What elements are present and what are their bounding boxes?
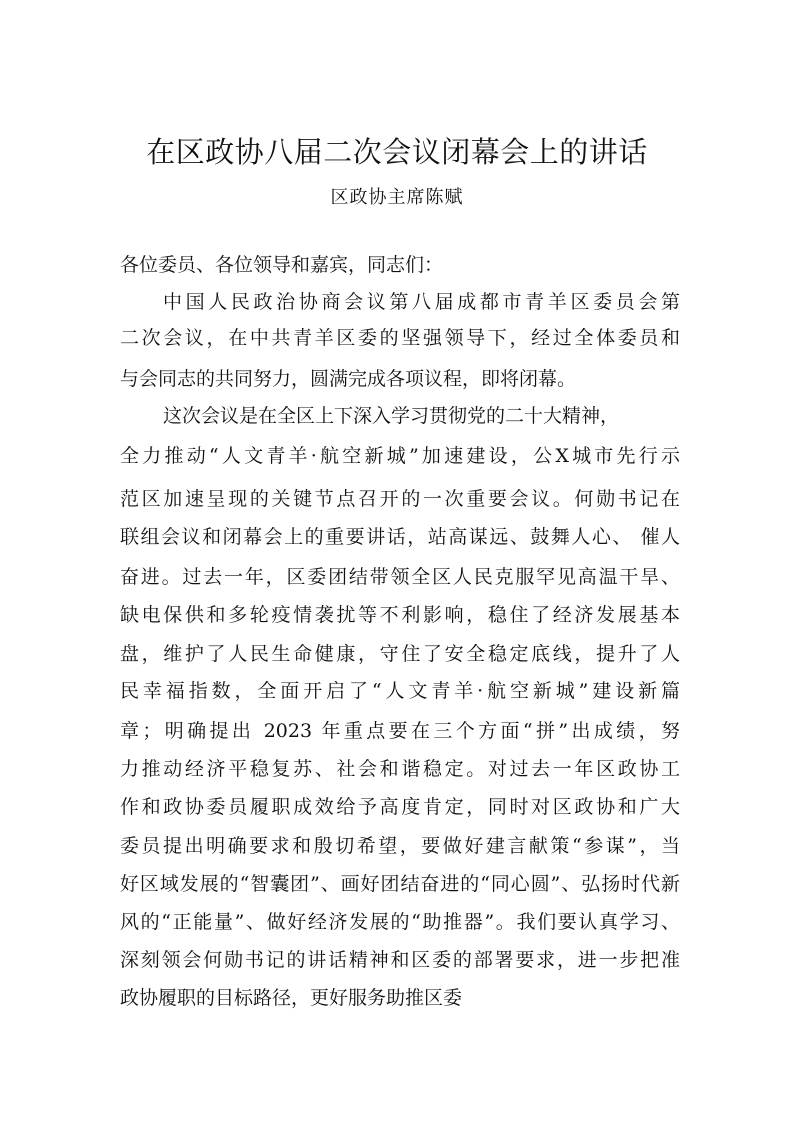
- salutation-line: 各位委员、各位领导和嘉宾，同志们：: [120, 254, 444, 276]
- body-line: 政协履职的目标路径，更好服务助推区委: [120, 987, 463, 1009]
- body-line: 作和政协委员履职成效给予高度肯定，同时对区政协和广大: [120, 796, 680, 818]
- body-line: 深刻领会何勋书记的讲话精神和区委的部署要求，进一步把准: [120, 949, 680, 971]
- body-line: 盘，维护了人民生命健康，守住了安全稳定底线，提升了人: [120, 643, 680, 665]
- body-line: 章；明确提出 2023 年重点要在三个方面“拼”出成绩，努: [120, 720, 680, 742]
- body-line: 好区域发展的“智囊团”、画好团结奋进的“同心圆”、弘扬时代新: [120, 873, 680, 895]
- body-line: 二次会议，在中共青羊区委的坚强领导下，经过全体委员和: [120, 327, 680, 349]
- body-line: 联组会议和闭幕会上的重要讲话，站高谋远、鼓舞人心、 催人: [120, 526, 680, 548]
- document-author: 区政协主席陈赋: [330, 187, 464, 208]
- body-line: 与会同志的共同努力，圆满完成各项议程，即将闭幕。: [120, 368, 577, 390]
- body-line: 风的“正能量”、做好经济发展的“助推器”。我们要认真学习、: [120, 911, 680, 933]
- body-line: 范区加速呈现的关键节点召开的一次重要会议。何勋书记在: [120, 488, 680, 510]
- body-line: 力推动经济平稳复苏、社会和谐稳定。对过去一年区政协工: [120, 758, 680, 780]
- body-line: 这次会议是在全区上下深入学习贯彻党的二十大精神，: [163, 405, 620, 427]
- body-line: 中国人民政治协商会议第八届成都市青羊区委员会第: [163, 291, 680, 313]
- body-line: 全力推动“人文青羊·航空新城”加速建设，公X城市先行示: [120, 445, 680, 467]
- body-line: 缺电保供和多轮疫情袭扰等不利影响，稳住了经济发展基本: [120, 604, 680, 626]
- body-line: 民幸福指数，全面开启了“人文青羊·航空新城”建设新篇: [120, 680, 680, 702]
- document-title: 在区政协八届二次会议闭幕会上的讲话: [146, 135, 648, 169]
- body-line: 委员提出明确要求和殷切希望，要做好建言献策“参谋”，当: [120, 835, 680, 857]
- body-line: 奋进。过去一年，区委团结带领全区人民克服罕见高温干旱、: [120, 566, 680, 588]
